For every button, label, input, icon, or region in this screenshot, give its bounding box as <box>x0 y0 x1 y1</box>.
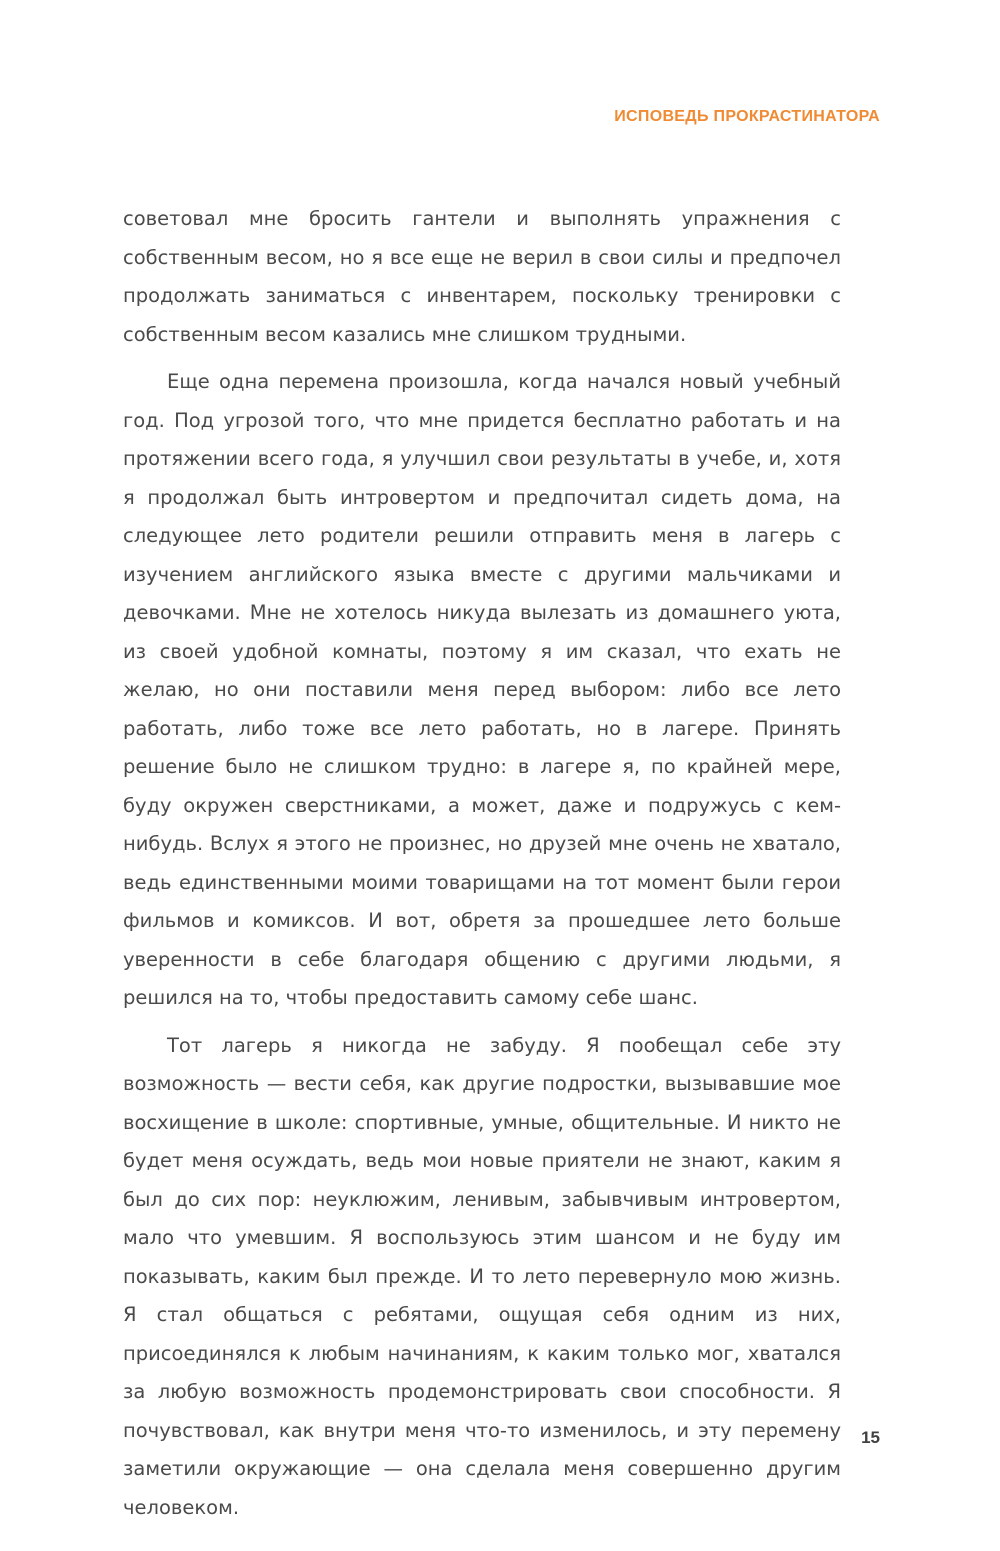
page-body <box>123 200 841 1527</box>
page-number: 15 <box>861 1428 880 1447</box>
paragraph: Тот лагерь я никогда не забуду. Я пообещал себе эту возможность — вести себя, как другие подростки, вызывавшие мое восхищение в школе: спортивные, умные, общительные. И никто не будет меня осуждать, ведь мои новые приятели не знают, каким я был до сих пор: неуклюжим, ленивым, забывчивым интровертом, мало что умевшим. Я воспользуюсь этим шансом и не буду им показывать, каким был прежде. И то лето перевернуло мою жизнь. Я стал общаться с ребятами, ощущая себя одним из них, присоединялся к любым начинаниям, к каким только мог, хватался за любую возможность продемонстрировать свои способности. Я почувствовал, как внутри меня что-то изменилось, и эту перемену заметили окружающие — она сделала меня совершенно другим человеком. <box>123 1033 841 1519</box>
paragraph: Еще одна перемена произошла, когда начался новый учебный год. Под угрозой того, что мне придется бесплатно работать и на протяжении всего года, я улучшил свои результаты в учебе, и, хотя я продолжал быть интровертом и предпочитал сидеть дома, на следующее лето родители решили отправить меня в лагерь с изучением английского языка вместе с другими мальчиками и девочками. Мне не хотелось никуда вылезать из домашнего уюта, из своей удобной комнаты, поэтому я им сказал, что ехать не желаю, но они поставили меня перед выбором: либо все лето работать, либо тоже все лето работать, но в лагере. Принять решение было не слишком трудно: в лагере я, по крайней мере, буду окружен сверстниками, а может, даже и подружусь с кем-нибудь. Вслух я этого не произнес, но друзей мне очень не хватало, ведь единственными моими товарищами на тот момент были герои фильмов и комиксов. И вот, обретя за прошедшее лето больше уверенности в себе благодаря общению с другими людьми, я решился на то, чтобы предоставить самому себе шанс. <box>123 370 841 1009</box>
running-title: ИСПОВЕДЬ ПРОКРАСТИНАТОРА <box>614 108 880 125</box>
paragraph: советовал мне бросить гантели и выполнять упражнения с собственным весом, но я все еще не верил в свои силы и предпочел продолжать заниматься с инвентарем, поскольку тренировки с собственным весом казались мне слишком трудными. <box>123 207 841 346</box>
